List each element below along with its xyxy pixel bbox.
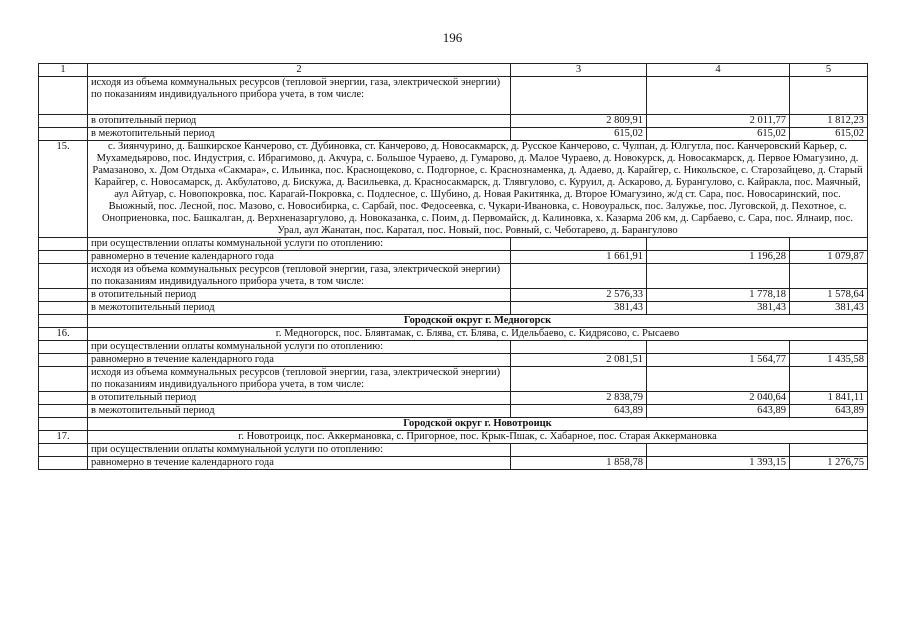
- table-row: [39, 392, 868, 405]
- row-number: 17.: [39, 431, 88, 444]
- col-header-4: 4: [647, 64, 790, 77]
- interheating-period-label: в межотопительный период: [88, 128, 511, 141]
- district-header-row: [39, 418, 868, 431]
- value-cell: 643,89: [790, 405, 868, 418]
- table-row: [39, 367, 868, 392]
- value-cell: 1 841,11: [790, 392, 868, 405]
- value-cell: 381,43: [790, 302, 868, 315]
- table-row: [39, 264, 868, 289]
- value-cell: 2 081,51: [511, 354, 647, 367]
- table-row: [39, 141, 868, 238]
- value-cell: 1 393,15: [647, 457, 790, 470]
- evenly-label: равномерно в течение календарного года: [88, 354, 511, 367]
- evenly-label: равномерно в течение календарного года: [88, 457, 511, 470]
- value-cell: 1 778,18: [647, 289, 790, 302]
- value-cell: 1 276,75: [790, 457, 868, 470]
- table-row: [39, 444, 868, 457]
- district-title: Городской округ г. Новотроицк: [88, 418, 868, 431]
- value-cell: 2 011,77: [647, 115, 790, 128]
- interheating-period-label: в межотопительный период: [88, 302, 511, 315]
- value-cell: 615,02: [511, 128, 647, 141]
- value-cell: 1 578,64: [790, 289, 868, 302]
- value-cell: 1 196,28: [647, 251, 790, 264]
- table-row: [39, 128, 868, 141]
- heating-period-label: в отопительный период: [88, 115, 511, 128]
- row-number: 15.: [39, 141, 88, 238]
- interheating-period-label: в межотопительный период: [88, 405, 511, 418]
- value-cell: 1 079,87: [790, 251, 868, 264]
- value-cell: 1 812,23: [790, 115, 868, 128]
- value-cell: 2 040,64: [647, 392, 790, 405]
- payment-label: при осуществлении оплаты коммунальной услуги по отоплению:: [88, 444, 511, 457]
- payment-label: при осуществлении оплаты коммунальной услуги по отоплению:: [88, 238, 511, 251]
- payment-label: при осуществлении оплаты коммунальной услуги по отоплению:: [88, 341, 511, 354]
- value-cell: 2 838,79: [511, 392, 647, 405]
- heating-period-label: в отопительный период: [88, 392, 511, 405]
- table-row: [39, 77, 868, 115]
- value-cell: 2 809,91: [511, 115, 647, 128]
- col-header-2: 2: [88, 64, 511, 77]
- row-number: 16.: [39, 328, 88, 341]
- header-row: [39, 64, 868, 77]
- value-cell: 1 661,91: [511, 251, 647, 264]
- value-cell: 643,89: [511, 405, 647, 418]
- table-row: [39, 328, 868, 341]
- consumption-label: исходя из объема коммунальных ресурсов (тепловой энергии, газа, электрической энергии) по показаниям индивидуального прибора учета, в том числе:: [88, 367, 511, 392]
- table-row: [39, 289, 868, 302]
- value-cell: 615,02: [647, 128, 790, 141]
- table-row: [39, 341, 868, 354]
- table-row: [39, 115, 868, 128]
- consumption-label: исходя из объема коммунальных ресурсов (тепловой энергии, газа, электрической энергии) по показаниям индивидуального прибора учета, в том числе:: [88, 264, 511, 289]
- value-cell: 381,43: [511, 302, 647, 315]
- table-row: [39, 238, 868, 251]
- table-row: [39, 302, 868, 315]
- value-cell: 643,89: [647, 405, 790, 418]
- col-header-1: 1: [39, 64, 88, 77]
- table-row: [39, 251, 868, 264]
- locations-cell: г. Новотроицк, пос. Аккермановка, с. Пригорное, пос. Крык-Пшак, с. Хабарное, пос. Старая Аккермановка: [88, 431, 868, 444]
- col-header-3: 3: [511, 64, 647, 77]
- district-title: Городской округ г. Медногорск: [88, 315, 868, 328]
- evenly-label: равномерно в течение календарного года: [88, 251, 511, 264]
- value-cell: 2 576,33: [511, 289, 647, 302]
- value-cell: 615,02: [790, 128, 868, 141]
- table-row: [39, 405, 868, 418]
- locations-cell: г. Медногорск, пос. Блявтамак, с. Блява, ст. Блява, с. Идельбаево, с. Кидрясово, с. Рысаево: [88, 328, 868, 341]
- page-number: 196: [442, 30, 463, 45]
- district-header-row: [39, 315, 868, 328]
- table-row: [39, 457, 868, 470]
- value-cell: 1 564,77: [647, 354, 790, 367]
- value-cell: 1 858,78: [511, 457, 647, 470]
- heating-period-label: в отопительный период: [88, 289, 511, 302]
- col-header-5: 5: [790, 64, 868, 77]
- value-cell: 381,43: [647, 302, 790, 315]
- value-cell: 1 435,58: [790, 354, 868, 367]
- tariff-table: [38, 63, 868, 470]
- locations-cell: с. Зиянчурино, д. Башкирское Канчерово, ст. Дубиновка, ст. Канчерово, д. Новосакмарск, д. Русское Канчерово, с. Чулпан, д. Юлгутла, пос. Канчеровский Карьер, с. Мухамедьярово, пос. Индустрия, с. Ибрагимово, д. Акчура, с. Большое Чураево, д. Гумарово, д. Малое Чураево, д. Новокурск, д. Новосакмарск, д. Первое Юмагузино, д. Рамазаново, х. Дом Отдыха «Сакмара», с. Ильинка, пос. Краснощеково, с. Подгорное, с. Краснознаменка, д. Адаево, д. Карайгер, с. Никольское, с. Старозайцево, д. Старый Карайгер, с. Новосамарск, д. Акбулатово, д. Бискужа, д. Васильевка, д. Красносакмарск, д. Тлявгулово, с. Куруил, д. Аскарово, д. Бурангулово, с. Кайракла, пос. Маячный, аул Айтуар, с. Новопокровка, пос. Карагай-Покровка, с. Подлесное, с. Шубино, д. Новая Ракитянка, д. Второе Юмагузино, ж/д ст. Сара, пос. Новосаринский, пос. Выожный, пос. Лесной, пос. Мазово, с. Новосибирка, с. Сарбай, пос. Федосеевка, с. Чукари-Ивановка, с. Новоуральск, пос. Залужье, пос. Луговской, д. Пехотное, с. Оноприеновка, пос. Башкалган, д. Верхненазаргулово, д. Новоказанка, с. Поим, д. Первомайск, д. Калиновка, х. Казарма 206 км, д. Сарбаево, с. Сара, пос. Ялнаир, пос. Урал, аул Жанатан, пос. Каратал, пос. Новый, пос. Ровный, с. Чеботарево, д. Барангулово: [88, 141, 868, 238]
- table-row: [39, 354, 868, 367]
- table-row: [39, 431, 868, 444]
- consumption-label: исходя из объема коммунальных ресурсов (тепловой энергии, газа, электрической энергии) по показаниям индивидуального прибора учета, в том числе:: [88, 77, 511, 115]
